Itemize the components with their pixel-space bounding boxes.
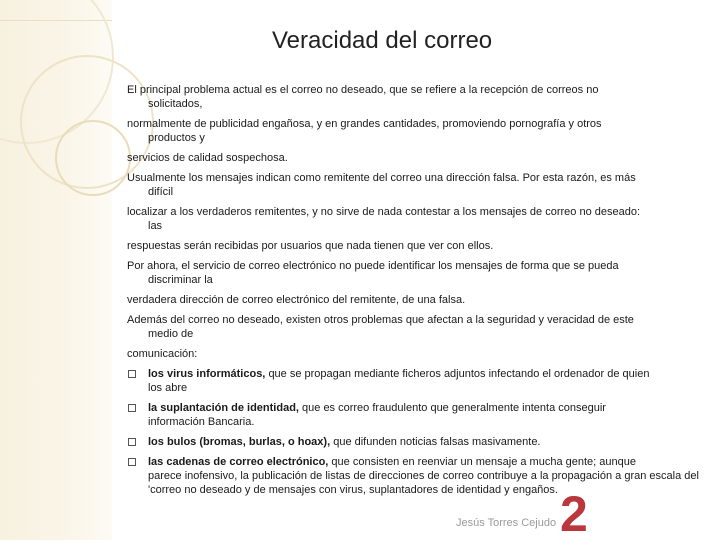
bullet-list xyxy=(127,367,702,497)
paragraph-line-continued: medio de xyxy=(148,328,194,340)
paragraph-line: localizar a los verdaderos remitentes, y no sirve de nada contestar a los mensajes de correo no deseado: xyxy=(127,206,641,218)
page-number: 2 xyxy=(560,486,588,542)
bullet-term: las cadenas de correo electrónico, xyxy=(148,456,329,468)
bullet-text: que consisten en reenviar un mensaje a mucha gente; aunque xyxy=(331,456,636,468)
paragraph-line: comunicación: xyxy=(127,348,198,360)
paragraph xyxy=(127,347,702,361)
slide-body xyxy=(127,83,702,503)
list-item xyxy=(127,367,702,395)
paragraph xyxy=(127,239,702,253)
bullet-term: los bulos (bromas, burlas, o hoax), xyxy=(148,436,331,448)
decorative-side-panel xyxy=(0,0,112,540)
paragraph xyxy=(127,117,702,145)
checkbox-bullet-icon xyxy=(128,370,136,378)
list-item xyxy=(127,455,702,497)
list-item xyxy=(127,435,702,449)
bullet-text-continued: información Bancaria. xyxy=(148,416,255,428)
paragraph-line: Además del correo no deseado, existen otros problemas que afectan a la seguridad y veracidad de este xyxy=(127,314,634,326)
paragraph-line: El principal problema actual es el correo no deseado, que se refiere a la recepción de correos no xyxy=(127,84,599,96)
paragraph xyxy=(127,259,702,287)
checkbox-bullet-icon xyxy=(128,404,136,412)
paragraph xyxy=(127,171,702,199)
paragraph xyxy=(127,83,702,111)
bullet-text: que es correo fraudulento que generalmente intenta conseguir xyxy=(302,402,606,414)
bullet-term: la suplantación de identidad, xyxy=(148,402,299,414)
paragraph xyxy=(127,313,702,341)
bullet-text: que se propagan mediante ficheros adjuntos infectando el ordenador de quien xyxy=(268,368,650,380)
paragraph-line: respuestas serán recibidas por usuarios que nada tienen que ver con ellos. xyxy=(127,240,494,252)
paragraph-line: normalmente de publicidad engañosa, y en grandes cantidades, promoviendo pornografía y otros xyxy=(127,118,602,130)
paragraph xyxy=(127,151,702,165)
slide-title: Veracidad del correo xyxy=(272,27,493,54)
checkbox-bullet-icon xyxy=(128,458,136,466)
paragraph-line: servicios de calidad sospechosa. xyxy=(127,152,288,164)
bullet-text-continued: los abre xyxy=(148,382,188,394)
paragraph-line-continued: las xyxy=(148,220,163,232)
bullet-text-continued: parece inofensivo, la publicación de listas de direcciones de correo contribuye a la propagación a gran escala del 'correo no deseado y de mensajes con virus, suplantadores de identidad y engaños. xyxy=(148,470,699,496)
paragraph-line: verdadera dirección de correo electrónico del remitente, de una falsa. xyxy=(127,294,466,306)
paragraph-line-continued: solicitados, xyxy=(148,98,203,110)
bullet-text: que difunden noticias falsas masivamente. xyxy=(333,436,541,448)
footer-author: Jesús Torres Cejudo xyxy=(456,517,557,529)
paragraph-line-continued: difícil xyxy=(148,186,174,198)
decorative-ring xyxy=(55,120,131,196)
list-item xyxy=(127,401,702,429)
paragraph xyxy=(127,205,702,233)
checkbox-bullet-icon xyxy=(128,438,136,446)
paragraph-line-continued: discriminar la xyxy=(148,274,213,286)
bullet-term: los virus informáticos, xyxy=(148,368,266,380)
paragraph xyxy=(127,293,702,307)
paragraph-line: Usualmente los mensajes indican como remitente del correo una dirección falsa. Por esta razón, es más xyxy=(127,172,636,184)
paragraph-line: Por ahora, el servicio de correo electrónico no puede identificar los mensajes de forma que se pueda xyxy=(127,260,619,272)
paragraph-line-continued: productos y xyxy=(148,132,205,144)
